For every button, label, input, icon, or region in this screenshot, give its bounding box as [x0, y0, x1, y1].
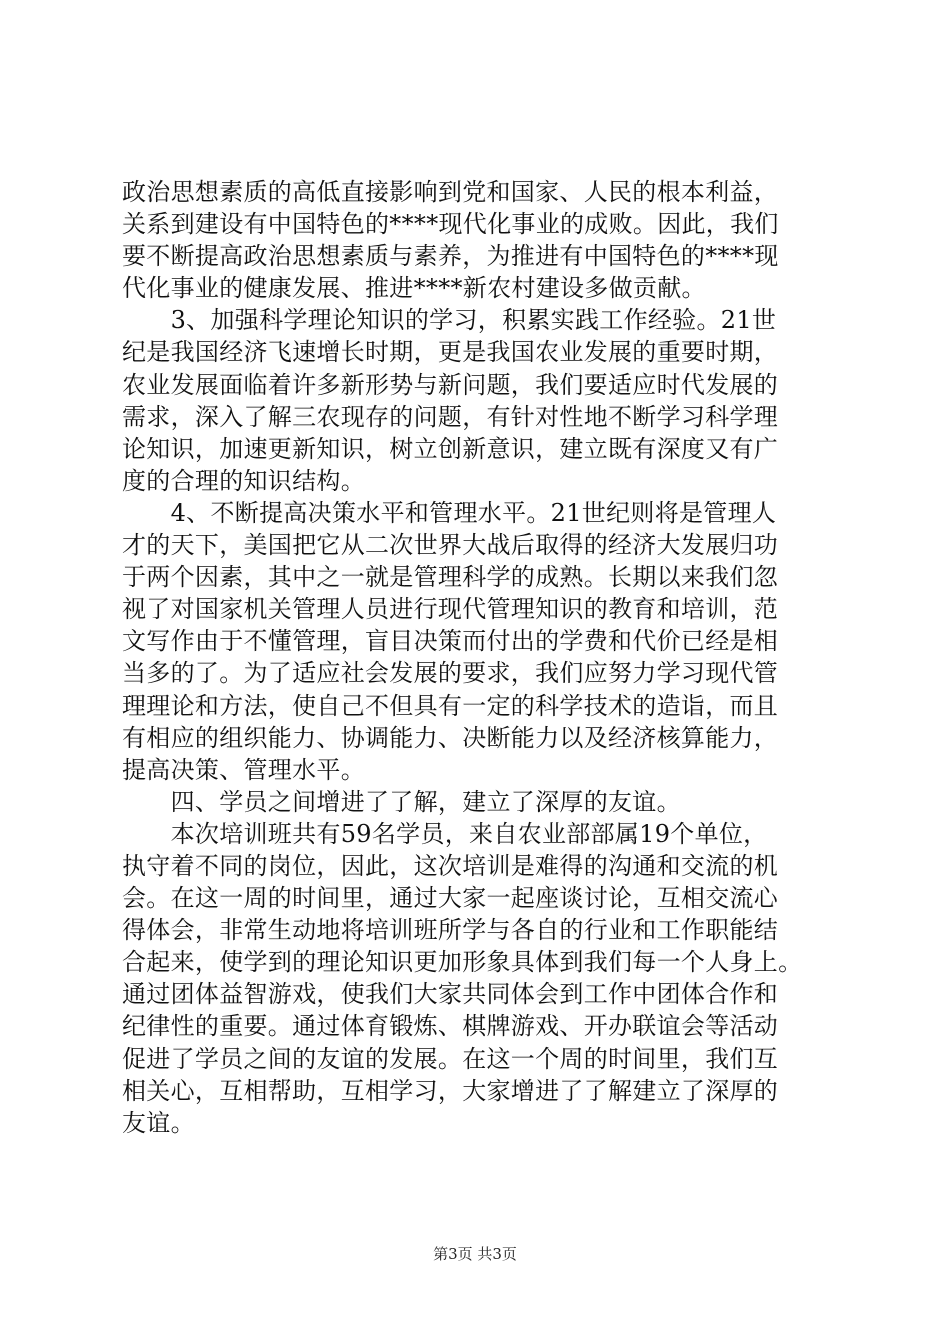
- text-line: 友谊。: [122, 1108, 195, 1137]
- text-line: 才的天下，美国把它从二次世界大战后取得的经济大发展归功: [122, 531, 779, 560]
- text-line: 视了对国家机关管理人员进行现代管理知识的教育和培训，范: [122, 595, 779, 624]
- text-line: 有相应的组织能力、协调能力、决断能力以及经济核算能力，: [122, 723, 779, 752]
- document-body: [122, 176, 842, 1139]
- text-line: 通过团体益智游戏，使我们大家共同体会到工作中团体合作和: [122, 980, 779, 1009]
- text-line: 需求，深入了解三农现存的问题，有针对性地不断学习科学理: [122, 402, 779, 431]
- text-line: 促进了学员之间的友谊的发展。在这一个周的时间里，我们互: [122, 1044, 779, 1073]
- text-line: 相关心，互相帮助，互相学习，大家增进了了解建立了深厚的: [122, 1076, 779, 1105]
- text-line: 执守着不同的岗位，因此，这次培训是难得的沟通和交流的机: [122, 851, 779, 880]
- text-line: 合起来，使学到的理论知识更加形象具体到我们每一个人身上。: [122, 948, 803, 977]
- text-line: 会。在这一周的时间里，通过大家一起座谈讨论，互相交流心: [122, 884, 779, 913]
- text-line: 理理论和方法，使自己不但具有一定的科学技术的造诣，而且: [122, 691, 779, 720]
- text-line: 纪是我国经济飞速增长时期，更是我国农业发展的重要时期，: [122, 338, 779, 367]
- text-line: 度的合理的知识结构。: [122, 466, 365, 495]
- text-line: 农业发展面临着许多新形势与新问题，我们要适应时代发展的: [122, 370, 779, 399]
- text-line: 于两个因素，其中之一就是管理科学的成熟。长期以来我们忽: [122, 563, 779, 592]
- text-line: 4、不断提高决策水平和管理水平。21世纪则将是管理人: [122, 498, 777, 527]
- text-line: 当多的了。为了适应社会发展的要求，我们应努力学习现代管: [122, 659, 779, 688]
- text-line: 四、学员之间增进了了解，建立了深厚的友谊。: [122, 787, 681, 816]
- text-line: 本次培训班共有59名学员，来自农业部部属19个单位，: [122, 819, 768, 848]
- text-line: 要不断提高政治思想素质与素养，为推进有中国特色的****现: [122, 242, 779, 271]
- text-line: 代化事业的健康发展、推进****新农村建设多做贡献。: [122, 274, 706, 303]
- text-line: 关系到建设有中国特色的****现代化事业的成败。因此，我们: [122, 210, 779, 239]
- text-line: 纪律性的重要。通过体育锻炼、棋牌游戏、开办联谊会等活动: [122, 1012, 779, 1041]
- text-line: 政治思想素质的高低直接影响到党和国家、人民的根本利益，: [122, 178, 779, 206]
- text-line: 得体会，非常生动地将培训班所学与各自的行业和工作职能结: [122, 916, 779, 945]
- text-line: 3、加强科学理论知识的学习，积累实践工作经验。21世: [122, 306, 777, 335]
- text-line: 论知识，加速更新知识，树立创新意识，建立既有深度又有广: [122, 434, 779, 463]
- text-line: 文写作由于不懂管理，盲目决策而付出的学费和代价已经是相: [122, 627, 779, 656]
- page-footer: 第3页 共3页: [433, 1245, 517, 1263]
- text-line: 提高决策、管理水平。: [122, 755, 365, 784]
